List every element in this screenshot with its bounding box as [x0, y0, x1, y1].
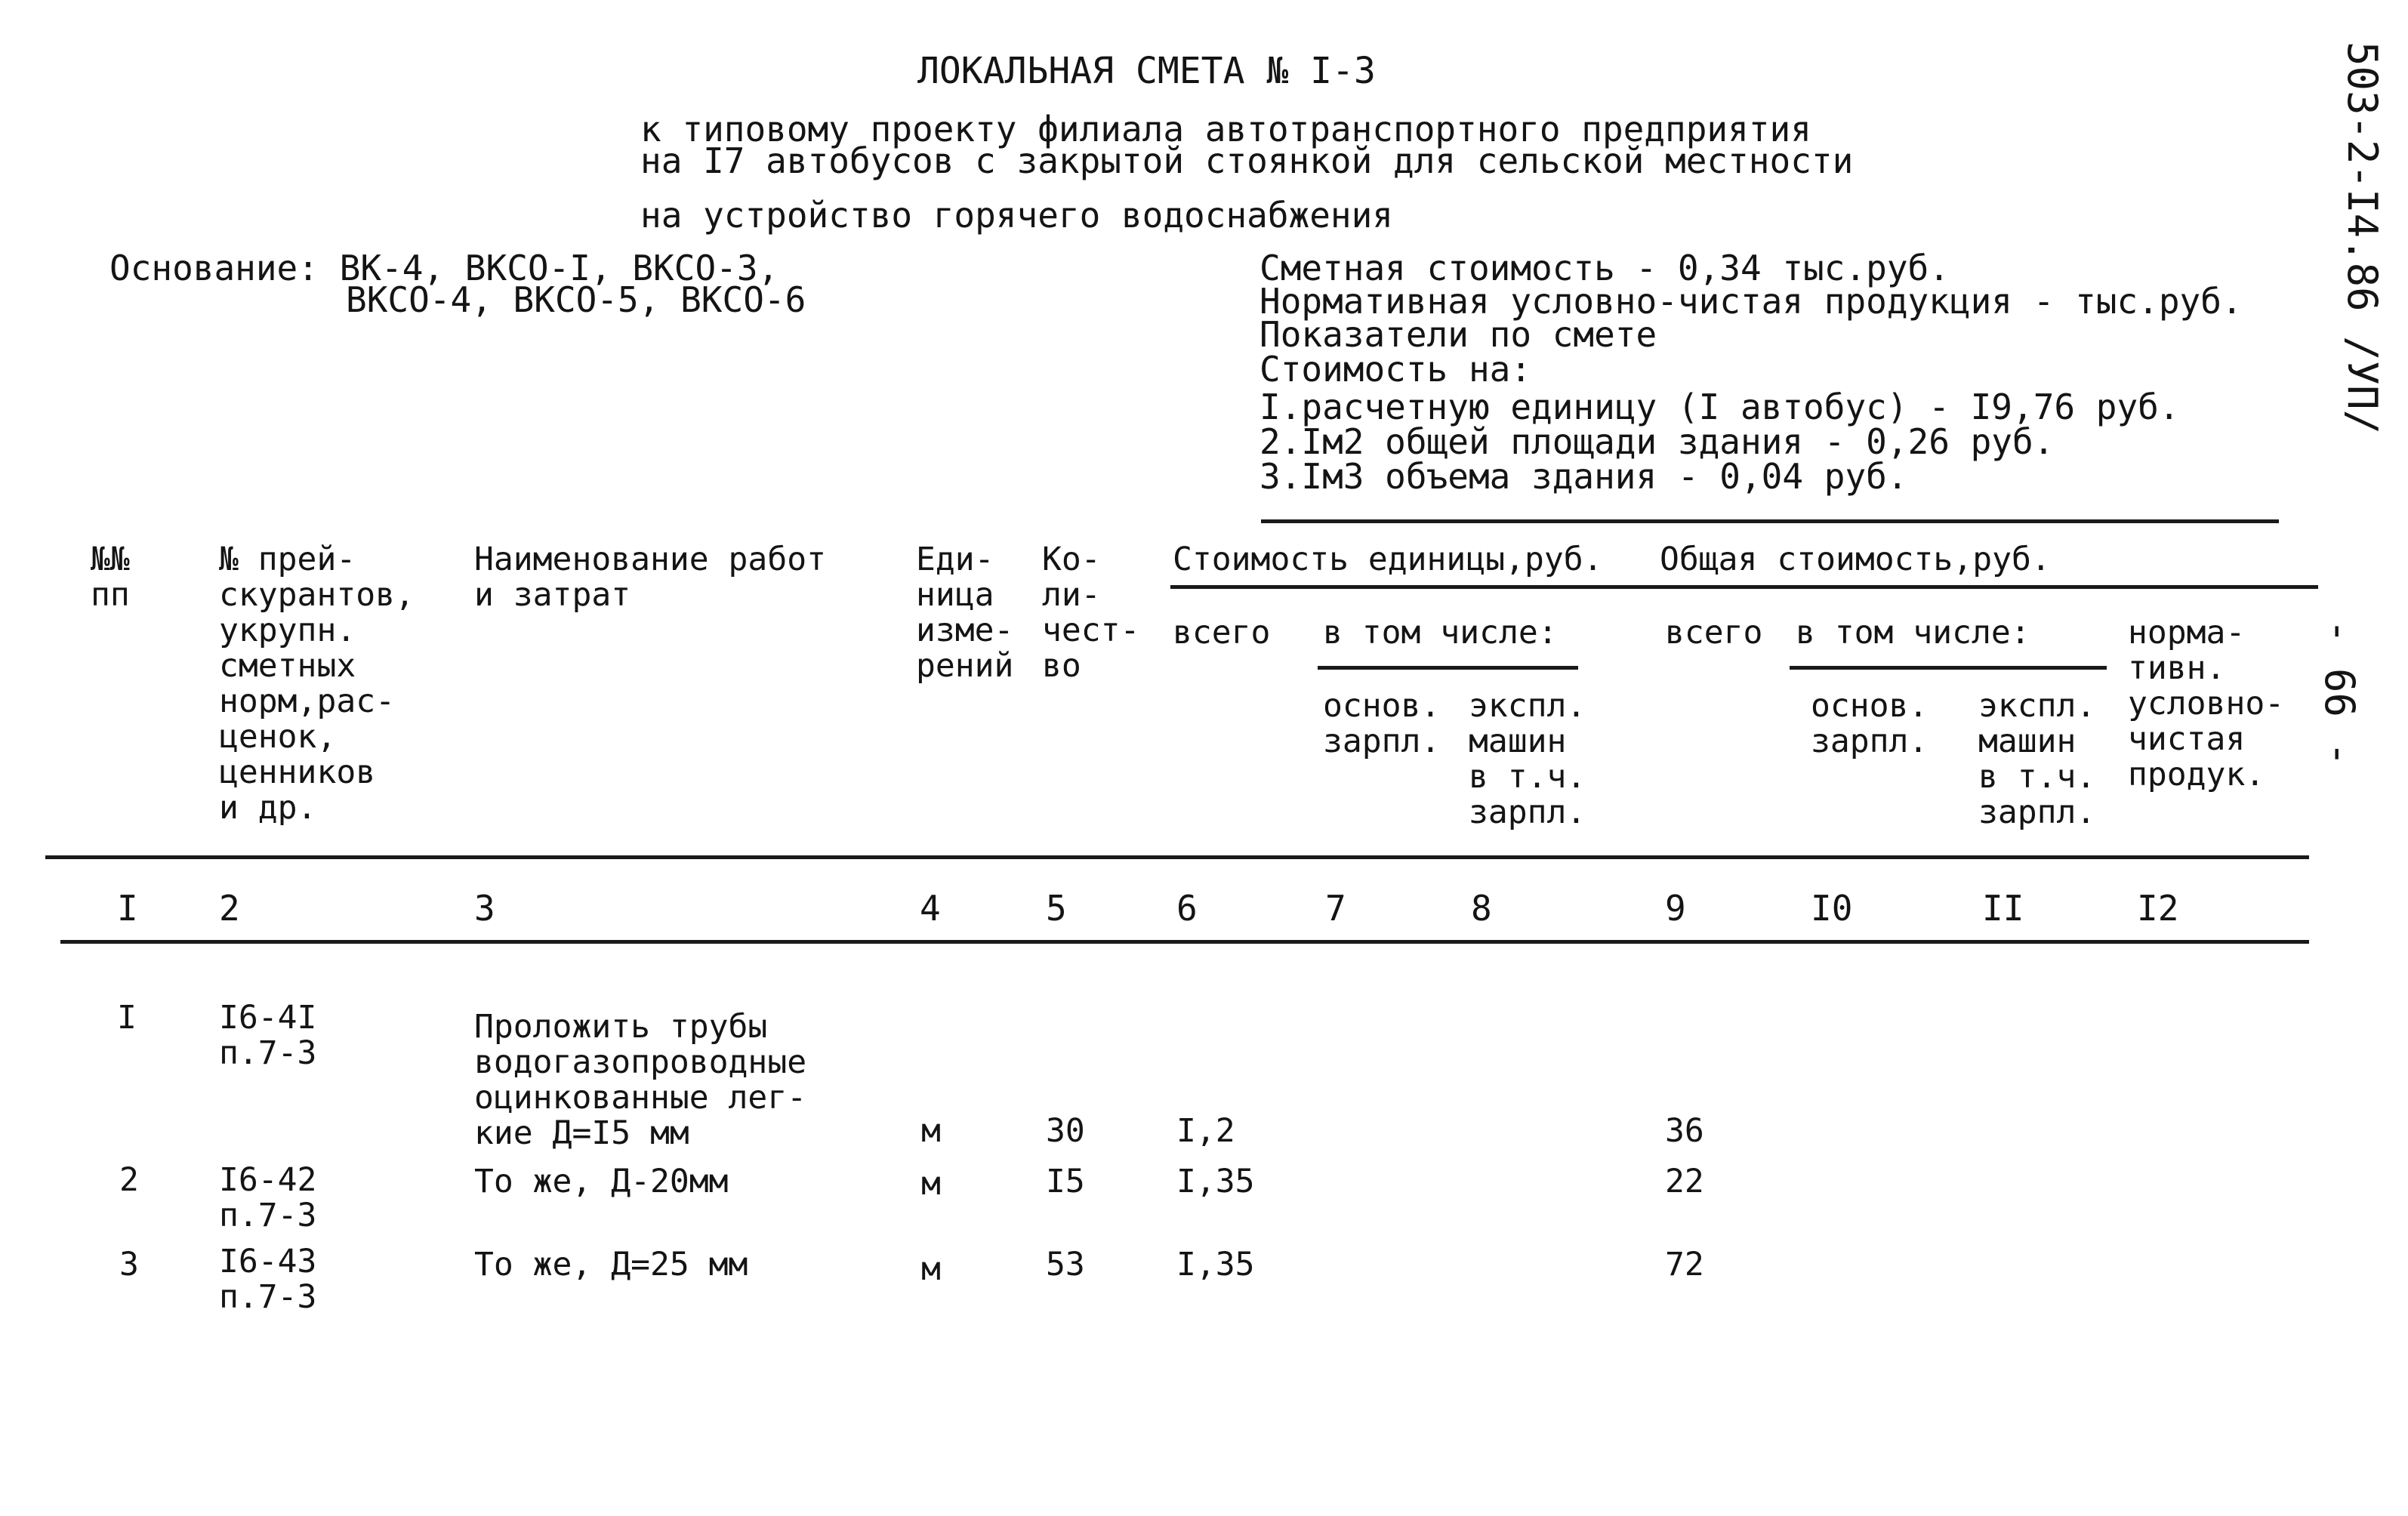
- row-3-total: 72: [1665, 1246, 1704, 1283]
- row-3-unit-price: I,35: [1176, 1246, 1255, 1283]
- header-unit: Еди- ница изме- рений: [916, 541, 1014, 685]
- col-number-12: I2: [2137, 888, 2179, 929]
- header-overall-incl: в том числе:: [1796, 614, 2030, 652]
- subtitle-line-2: на I7 автобусов с закрытой стоянкой для сельской местности: [640, 140, 1854, 181]
- incl-rule-a: [1318, 666, 1578, 670]
- row-1-price-ref: I6-4I п.7-3: [219, 999, 317, 1072]
- summary-line-4: Стоимость на:: [1259, 349, 1532, 390]
- header-unit-wage: основ. зарпл.: [1323, 687, 1441, 760]
- row-2-unit: м: [921, 1165, 941, 1203]
- col-number-3: 3: [474, 888, 495, 929]
- row-1-quantity: 30: [1046, 1112, 1085, 1150]
- header-overall-total: всего: [1665, 614, 1763, 652]
- header-total-cost: Общая стоимость,руб.: [1660, 541, 2051, 578]
- col-number-8: 8: [1471, 888, 1492, 929]
- column-number-rule: [60, 940, 2309, 944]
- col-number-7: 7: [1325, 888, 1346, 929]
- col-number-11: II: [1982, 888, 2024, 929]
- header-work-name: Наименование работ и затрат: [474, 541, 826, 614]
- summary-line-6: 2.Iм2 общей площади здания - 0,26 руб.: [1259, 421, 2055, 462]
- document-title: ЛОКАЛЬНАЯ СМЕТА № I-3: [917, 50, 1376, 92]
- header-quantity: Ко- ли- чест- во: [1042, 541, 1140, 685]
- header-unit-cost: Стоимость единицы,руб.: [1173, 541, 1603, 578]
- row-1-total: 36: [1665, 1112, 1704, 1150]
- page-number: - 66 -: [2316, 619, 2363, 767]
- row-3-unit: м: [921, 1250, 941, 1288]
- row-1-unit: м: [921, 1112, 941, 1150]
- header-unit-machines: экспл. машин в т.ч. зарпл.: [1469, 687, 1586, 831]
- header-num: №№ пп: [91, 541, 130, 614]
- row-2-num: 2: [119, 1161, 139, 1199]
- col-number-10: I0: [1811, 888, 1853, 929]
- summary-line-5: I.расчетную единицу (I автобус) - I9,76 руб.: [1259, 387, 2180, 427]
- header-normative-product: норма- тивн. условно- чистая продук.: [2128, 614, 2285, 793]
- row-3-num: 3: [119, 1246, 139, 1283]
- basis-line-2: ВКСО-4, ВКСО-5, ВКСО-6: [346, 279, 806, 320]
- row-1-work-name: Проложить трубы водогазопроводные оцинкованные лег- кие Д=I5 мм: [474, 1008, 807, 1152]
- header-unit-incl: в том числе:: [1323, 614, 1558, 652]
- header-bottom-rule: [45, 855, 2309, 859]
- row-3-price-ref: I6-43 п.7-3: [219, 1243, 317, 1316]
- col-number-6: 6: [1176, 888, 1198, 929]
- row-3-work-name: То же, Д=25 мм: [474, 1246, 748, 1283]
- header-top-rule: [1261, 519, 2279, 523]
- col-number-1: I: [117, 888, 138, 929]
- row-2-price-ref: I6-42 п.7-3: [219, 1161, 317, 1234]
- header-unit-total: всего: [1173, 614, 1271, 652]
- header-price-ref: № прей- скурантов, укрупн. сметных норм,рас- ценок, ценников и др.: [219, 541, 415, 827]
- row-3-quantity: 53: [1046, 1246, 1085, 1283]
- summary-line-3: Показатели по смете: [1259, 314, 1657, 355]
- row-1-num: I: [117, 999, 137, 1037]
- summary-line-7: 3.Iм3 объема здания - 0,04 руб.: [1259, 456, 1908, 497]
- row-2-total: 22: [1665, 1163, 1704, 1200]
- subtitle-line-1: к типовому проекту филиала автотранспортного предприятия: [640, 109, 1811, 149]
- col-number-4: 4: [920, 888, 941, 929]
- col-number-5: 5: [1046, 888, 1067, 929]
- side-project-code: 503-2-I4.86 /УП/: [2339, 42, 2386, 435]
- header-overall-machines: экспл. машин в т.ч. зарпл.: [1978, 687, 2096, 831]
- header-overall-wage: основ. зарпл.: [1811, 687, 1929, 760]
- row-2-work-name: То же, Д-20мм: [474, 1163, 729, 1200]
- basis-line-1: Основание: ВК-4, ВКСО-I, ВКСО-3,: [109, 248, 779, 288]
- summary-line-1: Сметная стоимость - 0,34 тыс.руб.: [1259, 248, 1950, 288]
- summary-line-2: Нормативная условно-чистая продукция - тыс.руб.: [1259, 281, 2243, 322]
- work-purpose: на устройство горячего водоснабжения: [640, 195, 1393, 236]
- col-number-2: 2: [219, 888, 240, 929]
- row-2-quantity: I5: [1046, 1163, 1085, 1200]
- row-2-unit-price: I,35: [1176, 1163, 1255, 1200]
- incl-rule-b: [1790, 666, 2107, 670]
- col-number-9: 9: [1665, 888, 1686, 929]
- row-1-unit-price: I,2: [1176, 1112, 1235, 1150]
- cost-group-rule: [1170, 585, 2318, 589]
